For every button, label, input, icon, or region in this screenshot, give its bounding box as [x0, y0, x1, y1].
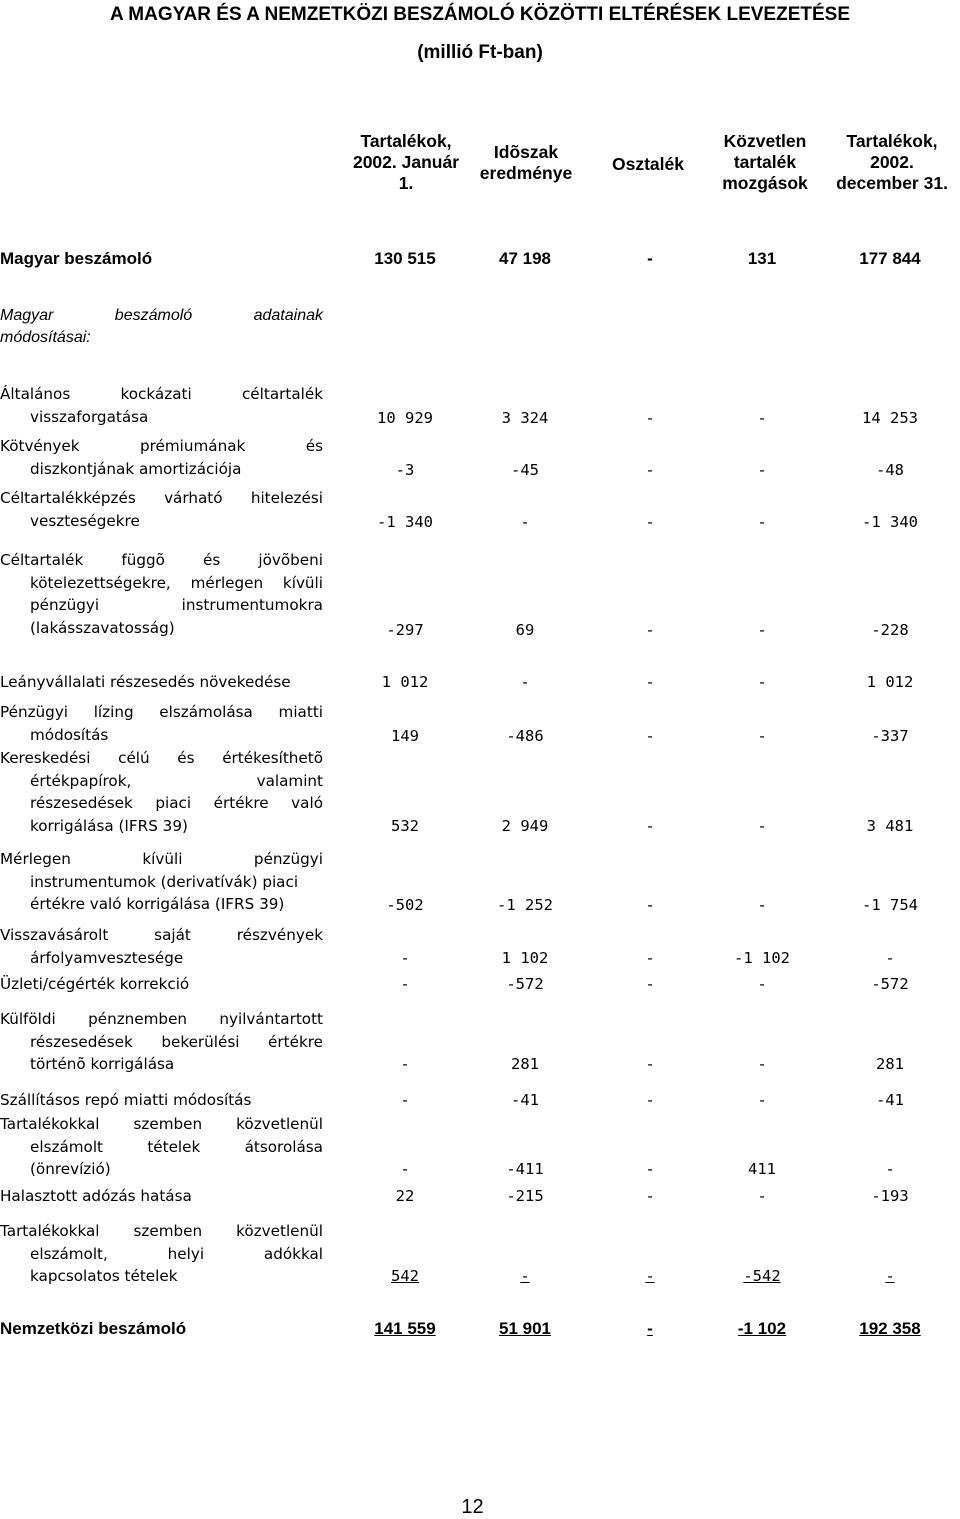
- col-header-opening-reserves: Tartalékok, 2002. Január 1.: [352, 131, 460, 193]
- row-label: Mérlegen kívüli pénzügyi: [0, 850, 323, 868]
- cell-direct: -: [757, 513, 767, 531]
- row-label: diszkontjának amortizációja: [30, 459, 242, 478]
- row-label: veszteségekre: [30, 511, 140, 530]
- cell-direct: 411: [748, 1160, 776, 1178]
- cell-closing: -572: [871, 975, 909, 993]
- cell-opening: 149: [391, 727, 419, 745]
- document-subtitle: (millió Ft-ban): [417, 42, 543, 63]
- cell-direct: 131: [747, 249, 777, 268]
- row-label: Üzleti/cégérték korrekció: [0, 975, 190, 993]
- cell-result: 3 324: [501, 409, 549, 427]
- row-label: pénzügyi instrumentumokra: [30, 596, 323, 614]
- cell-opening: 1 012: [381, 673, 429, 691]
- cell-closing: 14 253: [862, 409, 918, 427]
- cell-opening: -: [400, 1091, 410, 1109]
- row-label: módosítás: [30, 725, 109, 744]
- cell-result: 281: [511, 1055, 539, 1073]
- row-label: Magyar beszámoló: [0, 249, 153, 268]
- cell-dividend: -: [645, 621, 655, 639]
- row-label: Céltartalék függõ és jövõbeni: [0, 551, 323, 569]
- cell-direct: -: [757, 896, 767, 914]
- row-label: Halasztott adózás hatása: [0, 1187, 192, 1205]
- cell-direct: -1 102: [737, 1319, 787, 1338]
- row-label: visszaforgatása: [30, 407, 149, 426]
- cell-dividend: -: [645, 513, 655, 531]
- row-label: árfolyamvesztesége: [30, 948, 184, 967]
- cell-closing: -48: [876, 461, 904, 479]
- row-label: Magyar beszámoló adatainak: [0, 307, 323, 324]
- cell-direct: -: [757, 1187, 767, 1205]
- row-label: Általános kockázati céltartalék: [0, 385, 323, 403]
- row-label: Tartalékokkal szemben közvetlenül: [0, 1222, 323, 1240]
- cell-closing: -1 340: [862, 513, 918, 531]
- cell-direct: -: [757, 1091, 767, 1109]
- cell-direct: -1 102: [734, 949, 790, 967]
- row-label: kötelezettségekre, mérlegen kívüli: [30, 573, 323, 592]
- cell-opening: -1 340: [377, 513, 433, 531]
- cell-result: -41: [511, 1091, 539, 1109]
- cell-result: -45: [511, 461, 539, 479]
- cell-dividend: -: [645, 1267, 655, 1285]
- row-label: részesedések bekerülési értékre: [30, 1032, 323, 1051]
- cell-result: -1 252: [497, 896, 553, 914]
- cell-closing: -: [885, 1267, 895, 1285]
- cell-direct: -: [757, 1055, 767, 1073]
- row-label: elszámolt, helyi adókkal: [30, 1244, 323, 1263]
- cell-opening: -: [400, 1055, 410, 1073]
- cell-closing: 3 481: [866, 817, 914, 835]
- cell-result: -411: [506, 1160, 544, 1178]
- row-label: (önrevízió): [30, 1160, 111, 1178]
- cell-dividend: -: [645, 1091, 655, 1109]
- cell-opening: 542: [391, 1267, 419, 1285]
- row-label: elszámolt tételek átsorolása: [30, 1137, 323, 1156]
- row-label: Céltartalékképzés várható hitelezési: [0, 489, 323, 507]
- cell-dividend: -: [645, 1055, 655, 1073]
- cell-result: -486: [506, 727, 544, 745]
- cell-dividend: -: [645, 949, 655, 967]
- cell-closing: 281: [876, 1055, 904, 1073]
- cell-opening: 141 559: [374, 1319, 436, 1338]
- cell-closing: 1 012: [866, 673, 914, 691]
- cell-closing: -337: [871, 727, 909, 745]
- cell-result: -572: [506, 975, 544, 993]
- cell-dividend: -: [645, 817, 655, 835]
- cell-closing: -41: [876, 1091, 904, 1109]
- row-label: Leányvállalati részesedés növekedése: [0, 673, 291, 691]
- cell-dividend: -: [645, 409, 655, 427]
- cell-opening: -297: [386, 621, 424, 639]
- row-label: módosításai:: [0, 329, 91, 346]
- row-label: Kötvények prémiumának és: [0, 437, 323, 455]
- cell-closing: -1 754: [862, 896, 918, 914]
- cell-result: -: [520, 673, 530, 691]
- row-label: Kereskedési célú és értékesíthetõ: [0, 749, 323, 767]
- row-label: részesedések piaci értékre való: [30, 794, 323, 812]
- cell-direct: -: [757, 461, 767, 479]
- row-label: Tartalékokkal szemben közvetlenül: [0, 1115, 323, 1133]
- col-header-period-result: Idõszak eredménye: [479, 142, 573, 183]
- cell-dividend: -: [645, 975, 655, 993]
- cell-result: 2 949: [501, 817, 549, 835]
- cell-closing: -193: [871, 1187, 909, 1205]
- row-label: történõ korrigálása: [30, 1055, 175, 1073]
- cell-closing: -: [885, 1160, 895, 1178]
- row-label: Visszavásárolt saját részvények: [0, 926, 323, 944]
- cell-result: 69: [515, 621, 535, 639]
- cell-direct: -: [757, 727, 767, 745]
- cell-direct: -: [757, 621, 767, 639]
- cell-direct: -: [757, 409, 767, 427]
- row-label: Külföldi pénznemben nyilvántartott: [0, 1010, 323, 1028]
- cell-dividend: -: [645, 1160, 655, 1178]
- cell-opening: -: [400, 1160, 410, 1178]
- row-label: kapcsolatos tételek: [30, 1267, 178, 1285]
- row-label: Pénzügyi lízing elszámolása miatti: [0, 703, 323, 721]
- cell-dividend: -: [647, 249, 653, 268]
- row-label: értékre való korrigálása (IFRS 39): [30, 895, 285, 913]
- row-label: korrigálása (IFRS 39): [30, 816, 188, 835]
- row-label: értékpapírok, valamint: [30, 771, 323, 790]
- cell-dividend: -: [645, 1187, 655, 1205]
- cell-opening: 130 515: [374, 249, 436, 268]
- document-title: A MAGYAR ÉS A NEMZETKÖZI BESZÁMOLÓ KÖZÖTTI ELTÉRÉSEK LEVEZETÉSE: [110, 4, 850, 25]
- cell-opening: -502: [386, 896, 424, 914]
- cell-result: 1 102: [501, 949, 549, 967]
- cell-dividend: -: [645, 896, 655, 914]
- cell-closing: -228: [871, 621, 909, 639]
- cell-opening: 22: [395, 1187, 415, 1205]
- row-label: Nemzetközi beszámoló: [0, 1319, 187, 1338]
- cell-opening: -: [400, 975, 410, 993]
- col-header-closing-reserves: Tartalékok, 2002. december 31.: [836, 131, 948, 193]
- cell-result: 51 901: [499, 1319, 551, 1338]
- col-header-direct-reserve-movements: Közvetlen tartalék mozgások: [722, 131, 808, 193]
- cell-dividend: -: [645, 727, 655, 745]
- cell-direct: -: [757, 673, 767, 691]
- cell-opening: 532: [391, 817, 419, 835]
- cell-direct: -: [757, 975, 767, 993]
- col-header-dividend: Osztalék: [612, 154, 684, 174]
- cell-result: 47 198: [499, 249, 551, 268]
- cell-opening: 10 929: [377, 409, 433, 427]
- cell-result: -215: [506, 1187, 544, 1205]
- row-label: (lakásszavatosság): [30, 618, 175, 637]
- cell-direct: -: [757, 817, 767, 835]
- row-label: Szállításos repó miatti módosítás: [0, 1091, 252, 1109]
- cell-closing: 192 358: [859, 1319, 921, 1338]
- row-label: instrumentumok (derivatívák) piaci: [30, 872, 299, 891]
- cell-opening: -: [400, 949, 410, 967]
- page-number: 12: [461, 1496, 484, 1518]
- cell-dividend: -: [647, 1319, 653, 1338]
- cell-direct: -542: [743, 1267, 781, 1285]
- cell-dividend: -: [645, 461, 655, 479]
- cell-closing: 177 844: [859, 249, 921, 268]
- cell-result: -: [520, 1267, 530, 1285]
- cell-opening: -3: [395, 461, 415, 479]
- cell-result: -: [520, 513, 530, 531]
- cell-closing: -: [885, 949, 895, 967]
- cell-dividend: -: [645, 673, 655, 691]
